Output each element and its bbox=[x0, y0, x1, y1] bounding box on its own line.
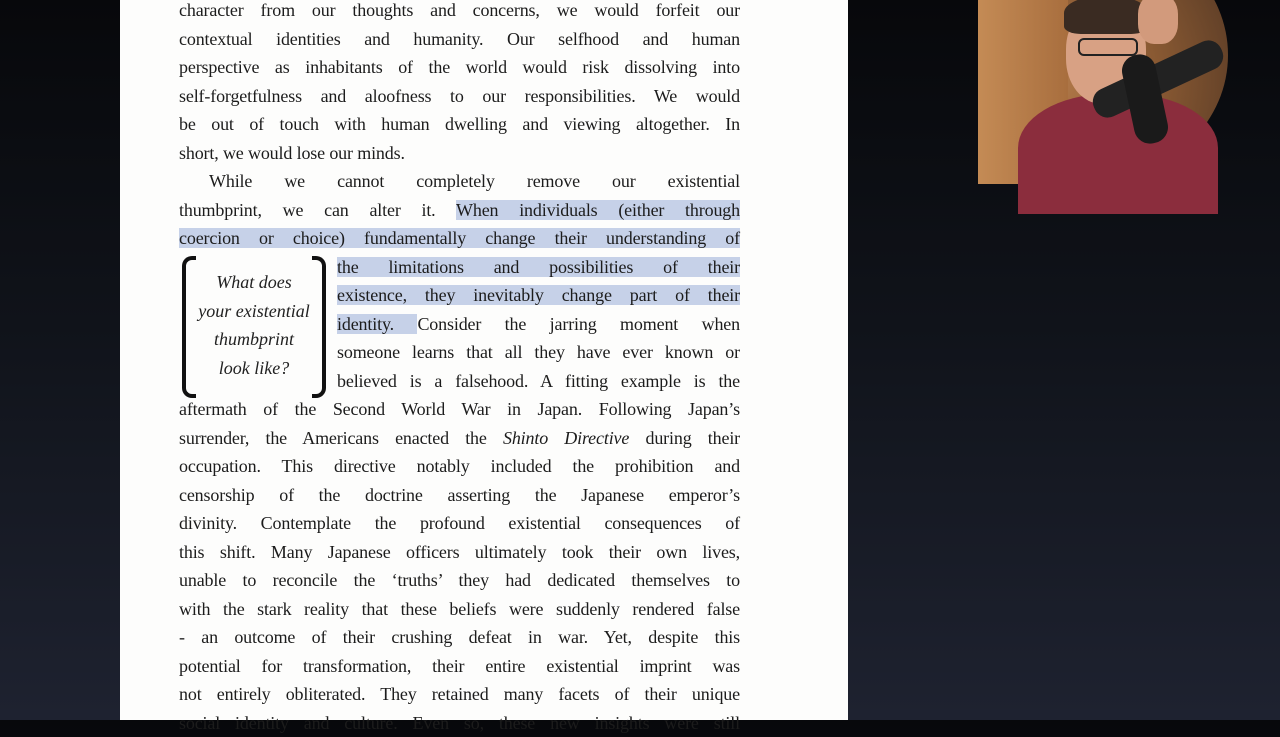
text-line bbox=[337, 367, 740, 395]
text-line bbox=[179, 481, 740, 509]
text-line bbox=[179, 0, 740, 24]
text-segment[interactable]: aftermath of the Second World War in Japan. Following Japan’s bbox=[179, 399, 740, 419]
text-line bbox=[337, 338, 740, 366]
text-line bbox=[337, 281, 740, 309]
text-segment[interactable]: unable to reconcile the ‘truths’ they had dedicated themselves to bbox=[179, 570, 740, 590]
text-segment[interactable]: someone learns that all they have ever known or bbox=[337, 342, 740, 362]
text-segment[interactable]: While we cannot completely remove our existential bbox=[209, 171, 740, 191]
highlighted-text[interactable]: identity. bbox=[337, 313, 418, 334]
text-segment[interactable]: contextual identities and humanity. Our selfhood and human bbox=[179, 28, 740, 49]
text-line bbox=[179, 709, 740, 737]
text-line bbox=[179, 424, 740, 452]
text-segment[interactable]: censorship of the doctrine asserting the Japanese emperor’s bbox=[179, 484, 740, 505]
text-segment[interactable]: not entirely obliterated. They retained many facets of their unique bbox=[179, 684, 740, 704]
text-line bbox=[179, 167, 740, 195]
text-segment[interactable]: potential for transformation, their entire existential imprint was bbox=[179, 655, 740, 676]
text-line bbox=[179, 53, 740, 81]
highlighted-text[interactable]: coercion or choice) fundamentally change their understanding of bbox=[179, 228, 740, 248]
text-segment[interactable]: with the stark reality that these beliefs were suddenly rendered false bbox=[179, 598, 740, 619]
highlighted-text[interactable]: existence, they inevitably change part of their bbox=[337, 285, 740, 305]
text-line bbox=[179, 652, 740, 680]
glasses bbox=[1078, 38, 1138, 56]
pull-quote bbox=[182, 256, 326, 394]
text-segment[interactable]: this shift. Many Japanese officers ultimately took their own lives, bbox=[179, 541, 740, 562]
text-segment[interactable]: surrender, the Americans enacted the bbox=[179, 427, 503, 448]
pull-quote-line: look like? bbox=[218, 357, 290, 378]
text-line bbox=[179, 595, 740, 623]
pull-quote-line: thumbprint bbox=[213, 329, 294, 349]
text-segment[interactable]: occupation. This directive notably included the prohibition and bbox=[179, 456, 740, 476]
highlighted-text[interactable]: When individuals (either through bbox=[456, 199, 740, 220]
text-line bbox=[179, 196, 740, 224]
pull-quote-line: your existential bbox=[198, 300, 310, 321]
text-segment[interactable]: Shinto Directive bbox=[502, 427, 630, 448]
text-line bbox=[179, 224, 740, 252]
text-segment[interactable]: during their bbox=[629, 427, 741, 448]
text-line bbox=[179, 538, 740, 566]
text-line bbox=[179, 82, 740, 110]
text-segment[interactable]: self-forgetfulness and aloofness to our responsibilities. We would bbox=[179, 85, 740, 106]
text-segment[interactable]: - an outcome of their crushing defeat in war. Yet, despite this bbox=[179, 627, 740, 647]
text-segment[interactable]: believed is a falsehood. A fitting example is the bbox=[337, 370, 740, 391]
webcam-overlay bbox=[978, 0, 1228, 176]
text-line bbox=[179, 680, 740, 708]
text-line bbox=[337, 310, 740, 338]
text-line bbox=[179, 566, 740, 594]
text-segment[interactable]: social identity and culture. Even so, these new insights were still bbox=[179, 712, 740, 733]
text-line bbox=[179, 139, 740, 167]
text-line bbox=[337, 253, 740, 281]
text-line bbox=[179, 509, 740, 537]
text-segment[interactable]: divinity. Contemplate the profound existential consequences of bbox=[179, 513, 740, 533]
text-line bbox=[179, 110, 740, 138]
text-segment[interactable]: perspective as inhabitants of the world would risk dissolving into bbox=[179, 57, 740, 77]
pull-quote-line: What does bbox=[216, 272, 292, 292]
highlighted-text[interactable]: the limitations and possibilities of their bbox=[337, 256, 740, 277]
text-segment[interactable]: thumbprint, we can alter it. bbox=[179, 199, 457, 220]
text-line bbox=[179, 25, 740, 53]
text-segment[interactable]: Consider the jarring moment when bbox=[417, 313, 740, 334]
text-segment[interactable]: short, we would lose our minds. bbox=[179, 142, 405, 163]
text-line bbox=[179, 395, 740, 423]
text-segment[interactable]: character from our thoughts and concerns, we would forfeit our bbox=[179, 0, 740, 20]
document-page bbox=[120, 0, 848, 733]
text-segment[interactable]: be out of touch with human dwelling and viewing altogether. In bbox=[179, 114, 740, 134]
text-line bbox=[179, 623, 740, 651]
text-line bbox=[179, 452, 740, 480]
